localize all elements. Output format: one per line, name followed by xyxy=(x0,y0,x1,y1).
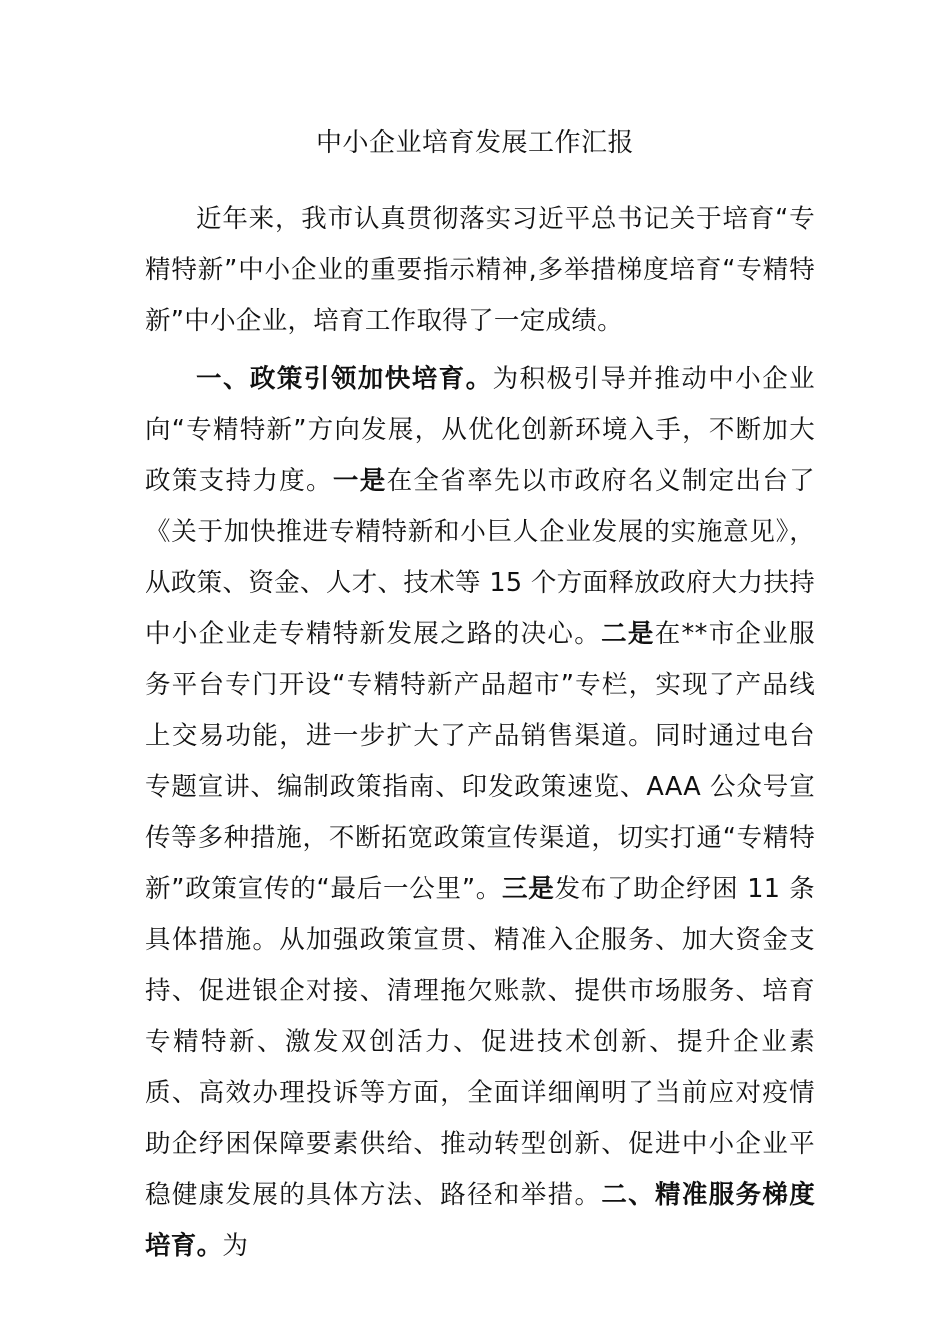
point1-text: 在全省率先以市政府名义制定出台了《关于加快推进专精特新和小巨人企业发展的实施意见》，从政策、资金、人才、技术等 15 个方面释放政府大力扶持中小企业走专精特新发展之路的决心。 xyxy=(145,466,815,649)
point2-text: 在**市企业服务平台专门开设“专精特新产品超市”专栏，实现了产品线上交易功能，进一步扩大了产品销售渠道。同时通过电台专题宣讲、编制政策指南、印发政策速览、AAA 公众号宣传等多种措施，不断拓宽政策宣传渠道，切实打通“专精特新”政策宣传的“最后一公里”。 xyxy=(145,619,815,904)
point1-label: 一是 xyxy=(332,466,387,496)
section2-lead: 为 xyxy=(222,1231,249,1261)
section1-heading: 一、政策引领加快培育。 xyxy=(196,364,493,394)
body-paragraph xyxy=(145,354,815,1272)
section2-heading: 二、精准服务梯度培育。 xyxy=(145,1180,815,1261)
document-title: 中小企业培育发展工作汇报 xyxy=(315,128,634,158)
intro-paragraph: 近年来，我市认真贯彻落实习近平总书记关于培育“专精特新”中小企业的重要指示精神,多举措梯度培育“专精特新”中小企业，培育工作取得了一定成绩。 xyxy=(145,204,815,336)
point3-label: 三是 xyxy=(502,874,555,904)
section1-lead: 为积极引导并推动中小企业向“专精特新”方向发展，从优化创新环境入手，不断加大政策支持力度。 xyxy=(145,364,815,496)
point3-text: 发布了助企纾困 11 条具体措施。从加强政策宣贯、精准入企服务、加大资金支持、促进银企对接、清理拖欠账款、提供市场服务、培育专精特新、激发双创活力、促进技术创新、提升企业素质、高效办理投诉等方面，全面详细阐明了当前应对疫情助企纾困保障要素供给、推动转型创新、促进中小企业平稳健康发展的具体方法、路径和举措。 xyxy=(145,874,815,1210)
point2-label: 二是 xyxy=(601,619,655,649)
